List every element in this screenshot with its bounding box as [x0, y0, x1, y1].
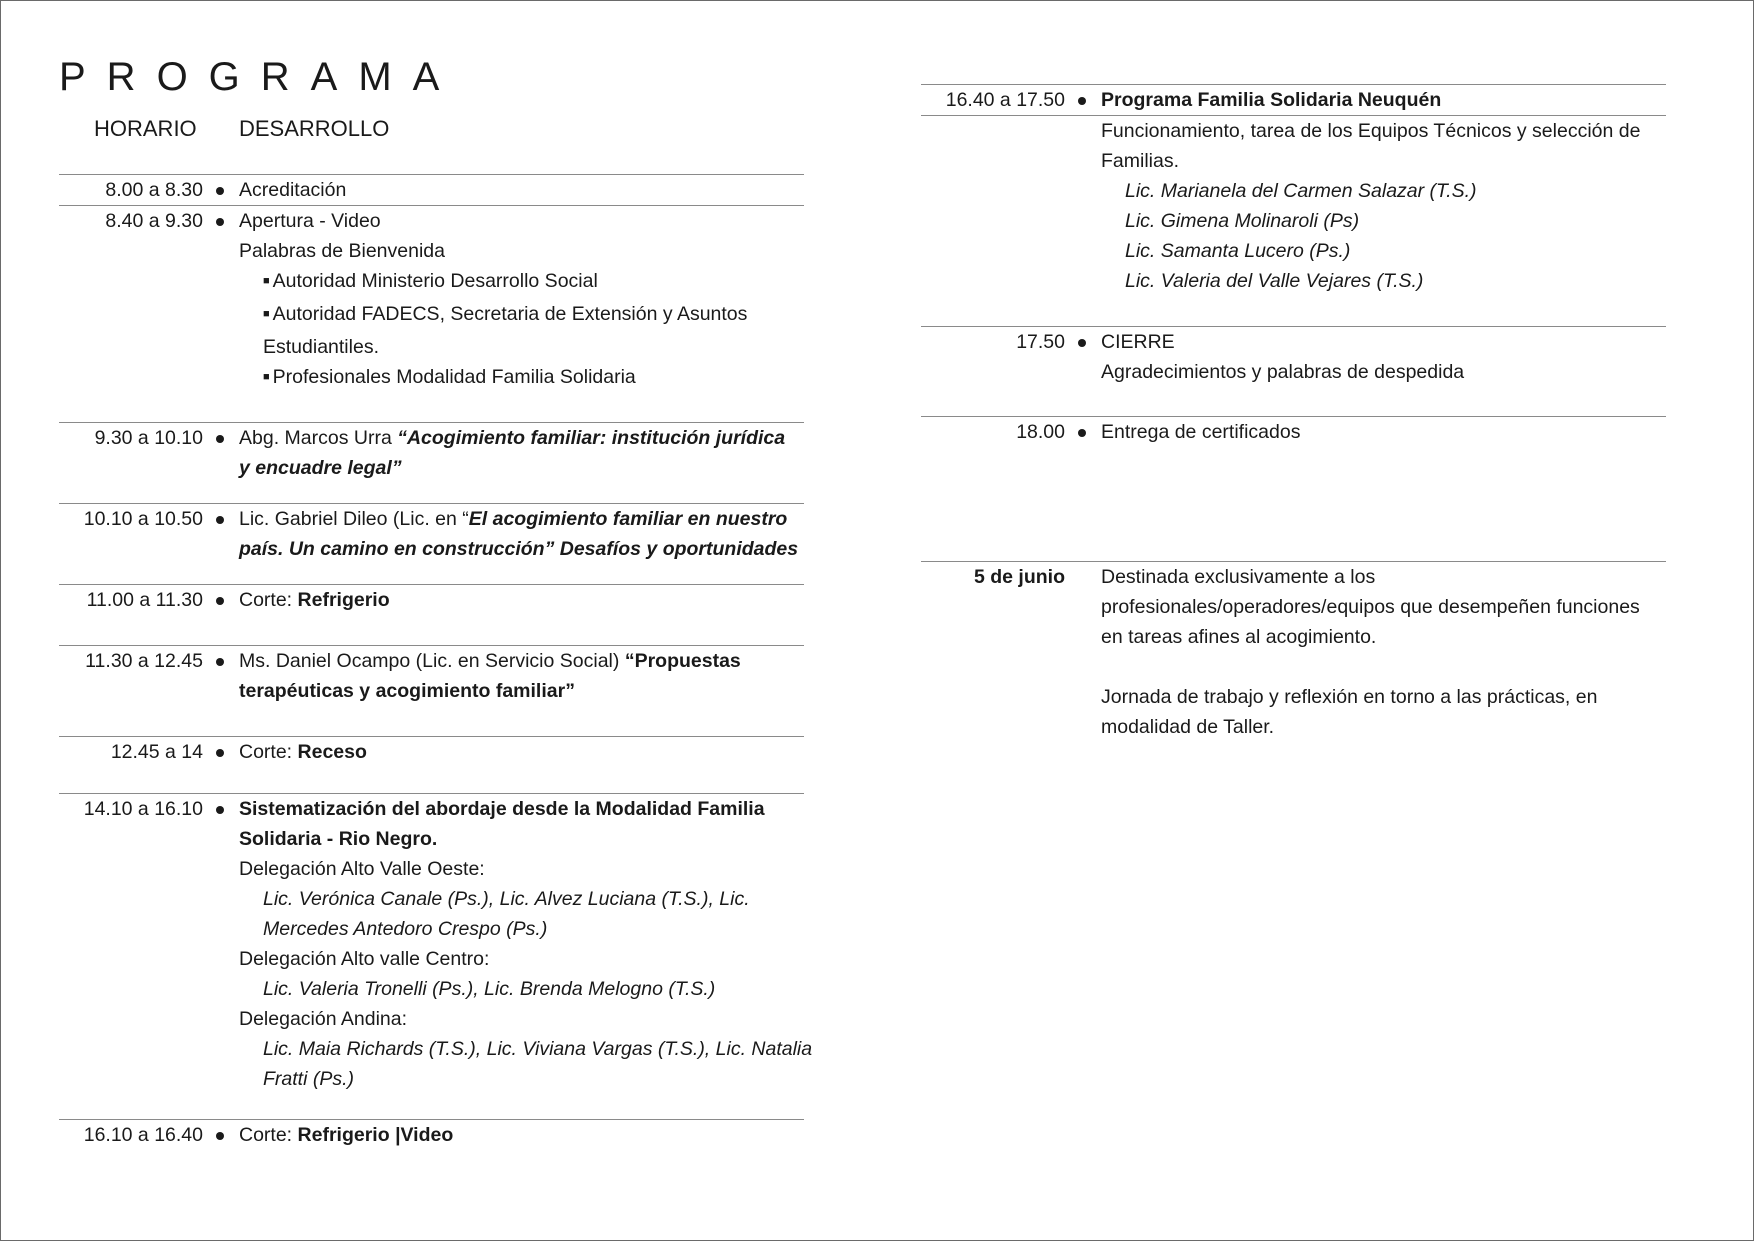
row-text: CIERRE [1101, 331, 1175, 353]
row-body [239, 794, 813, 1094]
row-time: 8.40 a 9.30 [105, 210, 203, 232]
row-body [239, 206, 804, 395]
page-title: PROGRAMA [59, 55, 461, 99]
row-body [239, 585, 804, 615]
delegation-members: Fratti (Ps.) [263, 1068, 354, 1090]
speaker-name: Lic. Marianela del Carmen Salazar (T.S.) [1125, 180, 1477, 202]
speaker-name: Ms. Daniel Ocampo (Lic. en Servicio Social) [239, 650, 625, 672]
bullet-icon [1078, 97, 1086, 105]
bullet-icon [216, 806, 224, 814]
row-text: Apertura - Video [239, 210, 381, 232]
row-body [239, 423, 804, 483]
schedule-row-refrigerio [59, 584, 804, 645]
talk-title: El acogimiento familiar en nuestro [468, 508, 788, 530]
row-body [239, 1120, 804, 1150]
break-label: Corte: [239, 1124, 298, 1146]
row-body [239, 646, 804, 706]
delegation-members: Lic. Maia Richards (T.S.), Lic. Viviana Vargas (T.S.), Lic. Natalia [263, 1038, 813, 1060]
row-date: 5 de junio [973, 566, 1065, 588]
break-name: Video [400, 1124, 454, 1146]
schedule-row-certificados [921, 416, 1666, 561]
speaker-name: Lic. Samanta Lucero (Ps.) [1125, 240, 1351, 262]
row-time: 11.00 a 11.30 [86, 589, 203, 611]
row-text: en tareas afines al acogimiento. [1101, 626, 1377, 648]
bullet-icon [216, 187, 224, 195]
schedule-row-neuquen [921, 84, 1666, 326]
row-time: 17.50 [1016, 331, 1065, 353]
row-body [1101, 85, 1666, 296]
row-text: Jornada de trabajo y reflexión en torno a las prácticas, en [1101, 686, 1598, 708]
separator-bar: | [395, 1124, 401, 1146]
row-time: 8.00 a 8.30 [105, 179, 203, 201]
session-title: Programa Familia Solidaria Neuquén [921, 85, 1666, 116]
break-name: Refrigerio [297, 1124, 396, 1146]
bullet-icon [216, 597, 224, 605]
delegation-name: Delegación Alto Valle Oeste: [239, 858, 485, 880]
bullet-icon [216, 749, 224, 757]
schedule-row-acreditacion [59, 174, 804, 205]
row-time: 9.30 a 10.10 [94, 427, 203, 449]
authority-item: ■ Autoridad Ministerio Desarrollo Social [239, 266, 804, 299]
bullet-icon [216, 658, 224, 666]
row-body [239, 175, 804, 205]
schedule-row-receso [59, 736, 804, 793]
row-text: profesionales/operadores/equipos que desempeñen funciones [1101, 596, 1640, 618]
row-time: 14.10 a 16.10 [83, 798, 203, 820]
break-name: Refrigerio [297, 589, 390, 611]
break-label: Corte: [239, 589, 298, 611]
schedule-right-column [921, 84, 1666, 742]
break-name: Receso [297, 741, 367, 763]
talk-title: terapéuticas y acogimiento familiar” [239, 680, 575, 702]
row-text: Acreditación [239, 179, 347, 201]
schedule-row-urra [59, 422, 804, 503]
authority-item: ■ Autoridad FADECS, Secretaria de Extensión y Asuntos [239, 299, 804, 332]
schedule-row-dileo [59, 503, 804, 584]
delegation-members: Lic. Verónica Canale (Ps.), Lic. Alvez Luciana (T.S.), Lic. [263, 888, 750, 910]
row-body [1101, 562, 1666, 742]
bullet-icon [1078, 339, 1086, 347]
delegation-members: Mercedes Antedoro Crespo (Ps.) [263, 918, 548, 940]
schedule-row-ocampo [59, 645, 804, 736]
bullet-icon [1078, 429, 1086, 437]
authority-item: ■ Profesionales Modalidad Familia Solidaria [239, 362, 804, 395]
delegation-name: Delegación Andina: [239, 1008, 408, 1030]
desarrollo-header: DESARROLLO [239, 116, 390, 141]
schedule-row-refrigerio-video [59, 1119, 804, 1150]
row-text: Entrega de certificados [1101, 421, 1301, 443]
talk-title: y encuadre legal” [239, 457, 402, 479]
row-body [239, 737, 804, 767]
bullet-icon [216, 435, 224, 443]
session-title: Sistematización del abordaje desde la Modalidad Familia [239, 798, 765, 820]
speaker-name: Abg. Marcos Urra [239, 427, 398, 449]
authority-item-cont: Estudiantiles. [263, 336, 379, 358]
row-time: 18.00 [1016, 421, 1065, 443]
row-time: 11.30 a 12.45 [85, 650, 203, 672]
row-text: Destinada exclusivamente a los [1101, 566, 1376, 588]
schedule-row-apertura [59, 205, 804, 422]
bullet-icon [216, 218, 224, 226]
delegation-members: Lic. Valeria Tronelli (Ps.), Lic. Brenda Melogno (T.S.) [263, 978, 716, 1000]
talk-title: “Propuestas [624, 650, 741, 672]
talk-title: país. Un camino en construcción” Desafíos y oportunidades [239, 538, 799, 560]
bullet-icon [216, 1132, 224, 1140]
row-text: Funcionamiento, tarea de los Equipos Técnicos y selección de [1101, 120, 1641, 142]
schedule-row-sistematizacion [59, 793, 813, 1119]
row-time: 16.40 a 17.50 [945, 89, 1065, 111]
row-text: Palabras de Bienvenida [239, 240, 445, 262]
row-body [1101, 327, 1666, 387]
talk-title: “Acogimiento familiar: institución jurídica [397, 427, 786, 449]
row-body [239, 504, 804, 564]
row-time: 10.10 a 10.50 [83, 508, 203, 530]
break-label: Corte: [239, 741, 298, 763]
speaker-name: Lic. Valeria del Valle Vejares (T.S.) [1125, 270, 1424, 292]
delegation-name: Delegación Alto valle Centro: [239, 948, 490, 970]
session-title: Solidaria - Rio Negro. [239, 828, 438, 850]
row-text: modalidad de Taller. [1101, 716, 1275, 738]
row-body [1101, 417, 1666, 447]
schedule-row-5-junio [921, 561, 1666, 742]
schedule-left-column [59, 174, 813, 1150]
row-time: 12.45 a 14 [110, 741, 203, 763]
speaker-name: Lic. Gabriel Dileo (Lic. en “ [239, 508, 469, 530]
row-time: 16.10 a 16.40 [83, 1124, 203, 1146]
horario-header: HORARIO [94, 116, 197, 141]
row-text: Familias. [1101, 150, 1180, 172]
schedule-row-cierre [921, 326, 1666, 416]
bullet-icon [216, 516, 224, 524]
speaker-name: Lic. Gimena Molinaroli (Ps) [1125, 210, 1360, 232]
row-text: Agradecimientos y palabras de despedida [1101, 361, 1465, 383]
